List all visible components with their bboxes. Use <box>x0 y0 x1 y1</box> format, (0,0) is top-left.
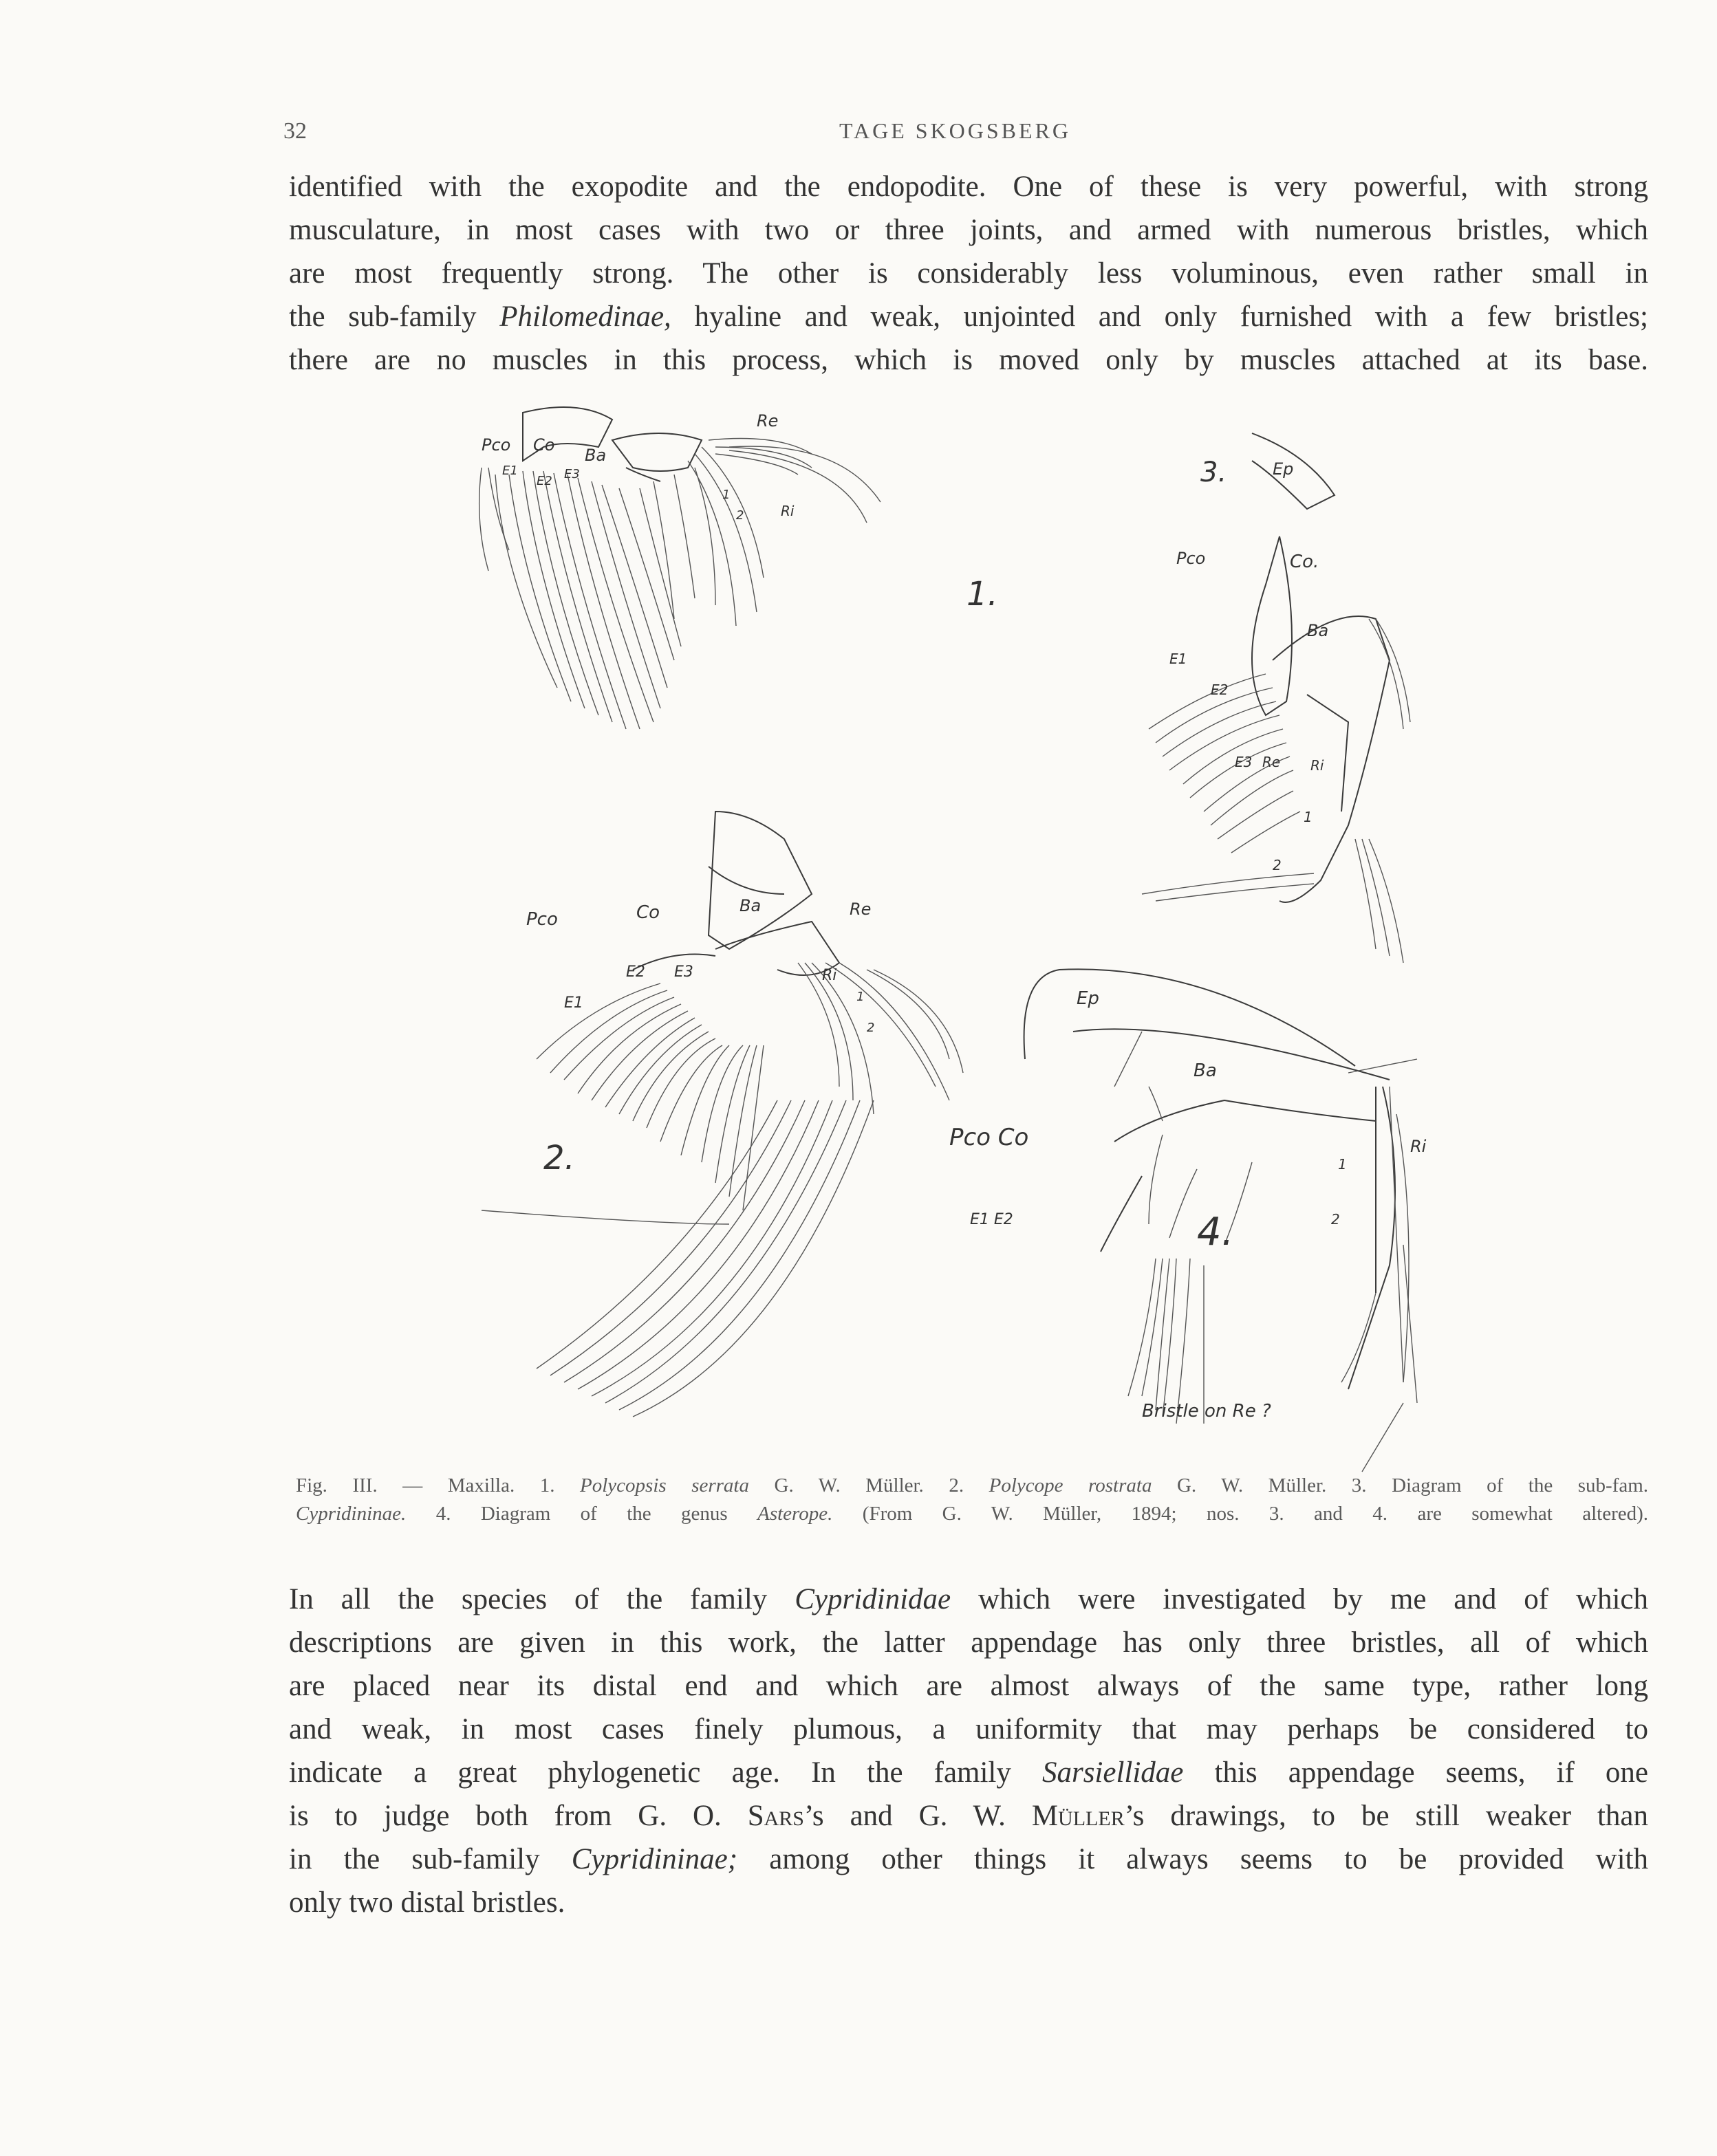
figure-1-label: E2 <box>537 474 552 488</box>
text-line: there are no muscles in this process, which is moved only by muscles attached at its base. <box>289 344 1648 376</box>
figure-3-label: Ep <box>1273 459 1294 479</box>
figure-4-label: Ep <box>1077 988 1099 1009</box>
paragraph-2 <box>289 1578 1648 1924</box>
figure-2-label: 2 <box>867 1021 875 1035</box>
figure-2-label: Ba <box>739 896 762 915</box>
page-number: 32 <box>283 118 307 144</box>
text-line: are most frequently strong. The other is considerably less voluminous, even rather small in <box>289 257 1648 290</box>
figure-caption <box>296 1472 1648 1528</box>
text-span: which were investigated by me and of which <box>951 1583 1648 1615</box>
figure-4-label: 1 <box>1338 1156 1347 1173</box>
text-span: is to judge both from G. O. <box>289 1800 748 1832</box>
text-line: musculature, in most cases with two or three joints, and armed with numerous bristles, which <box>289 214 1648 246</box>
figure-2-number: 2. <box>543 1139 575 1177</box>
figure-3-label: Re <box>1262 754 1281 770</box>
taxon-name: Asterope. <box>757 1503 833 1525</box>
text-span: this appendage seems, if one <box>1183 1756 1649 1789</box>
text-line <box>289 295 1648 338</box>
figure-2-label: E2 <box>626 963 645 981</box>
figure-3-label: Co. <box>1290 552 1319 572</box>
figure-4-drawing <box>949 969 1427 1472</box>
caption-line <box>296 1500 1648 1528</box>
taxon-name: Polycope rostrata <box>989 1474 1152 1496</box>
text-span: among other things it always seems to be provided with <box>737 1843 1648 1875</box>
text-span: in the sub-family <box>289 1843 572 1875</box>
text-span: indicate a great phylogenetic age. In the family <box>289 1756 1042 1789</box>
figure-3-label: Pco <box>1176 549 1206 568</box>
figure-2-label: Pco <box>526 909 558 930</box>
text-line <box>289 1751 1648 1794</box>
text-span: ’s and G. W. <box>803 1800 1032 1832</box>
figure-4-number: 4. <box>1197 1210 1234 1254</box>
figure-4-label: Ri <box>1410 1137 1427 1156</box>
figure-1-label: Re <box>757 411 779 431</box>
figure-3-label: 2 <box>1273 857 1282 873</box>
figure-3-drawing <box>1142 433 1410 963</box>
text-span: In all the species of the family <box>289 1583 795 1615</box>
caption-text: G. W. Müller. 2. <box>749 1474 989 1496</box>
caption-text: (From G. W. Müller, 1894; nos. 3. and 4. are somewhat altered). <box>832 1503 1649 1525</box>
figure-4-label: 2 <box>1331 1211 1340 1228</box>
figure-2-label: E3 <box>674 963 693 981</box>
running-head: TAGE SKOGSBERG <box>839 118 1072 143</box>
text-line: are placed near its distal end and which are almost always of the same type, rather long <box>289 1670 1648 1702</box>
taxon-name: Cypridininae; <box>571 1843 738 1875</box>
caption-line <box>296 1472 1648 1500</box>
text-line <box>289 1838 1648 1881</box>
figure-2-label: Ri <box>822 967 837 984</box>
text-line: identified with the exopodite and the endopodite. One of these is very powerful, with strong <box>289 171 1648 203</box>
figure-3-label: 1 <box>1304 809 1313 825</box>
figure-1-number: 1. <box>967 575 998 613</box>
figure-2-label: E1 <box>564 994 583 1012</box>
figure-2-label: 1 <box>856 990 865 1004</box>
figure-4-note: Bristle on Re ? <box>1142 1401 1271 1422</box>
figure-3-label: Ri <box>1310 757 1324 774</box>
figure-3-label: Ba <box>1307 621 1329 640</box>
figure-4-label: E1 E2 <box>970 1211 1013 1228</box>
author-name: Müller <box>1031 1800 1125 1832</box>
figure-3-label: E2 <box>1211 682 1229 698</box>
figure-1-label: E3 <box>564 467 580 481</box>
text-line: and weak, in most cases finely plumous, a uniformity that may perhaps be considered to <box>289 1713 1648 1745</box>
caption-text: Fig. III. — Maxilla. 1. <box>296 1474 581 1496</box>
text-line: descriptions are given in this work, the latter appendage has only three bristles, all of which <box>289 1626 1648 1659</box>
text-span: ’s drawings, to be still weaker than <box>1124 1800 1648 1832</box>
figure-4-label: Pco Co <box>949 1124 1029 1151</box>
figure-2-label: Co <box>636 902 660 923</box>
taxon-name: Polycopsis serrata <box>580 1474 749 1496</box>
text-line <box>289 1578 1648 1621</box>
figure-1-label: E1 <box>502 464 518 478</box>
figure-3-label: E1 <box>1169 651 1187 667</box>
caption-text: G. W. Müller. 3. Diagram of the sub-fam. <box>1152 1474 1649 1496</box>
figure-3-label: E3 <box>1235 754 1253 770</box>
paragraph-1 <box>289 165 1648 382</box>
figure-1-drawing <box>479 407 998 729</box>
text-line <box>289 1794 1648 1838</box>
caption-text: 4. Diagram of the genus <box>406 1503 758 1525</box>
text-line: only two distal bristles. <box>289 1886 565 1919</box>
figure-2-label: Re <box>850 900 872 919</box>
taxon-name: Cypridininae. <box>296 1503 407 1525</box>
figure-3-number: 3. <box>1200 457 1227 488</box>
figure-4-label: Ba <box>1194 1060 1217 1081</box>
figure-1-label: Pco <box>482 435 511 455</box>
figure-1-label: Ba <box>585 446 607 465</box>
taxon-name: Cypridinidae <box>795 1583 951 1615</box>
taxon-name: Philomedinae, <box>499 301 671 333</box>
figure-1-label: Co <box>533 435 555 455</box>
figure-1-label: 2 <box>736 508 744 523</box>
taxon-name: Sarsiellidae <box>1041 1756 1184 1789</box>
figure-1-label: Ri <box>781 503 795 519</box>
figure-2-drawing <box>482 812 963 1417</box>
text-span: the sub-family <box>289 301 500 333</box>
maxilla-figure <box>454 399 1500 1479</box>
author-name: Sars <box>747 1800 804 1832</box>
figure-1-label: 1 <box>722 488 731 502</box>
text-span: hyaline and weak, unjointed and only furnished with a few bristles; <box>671 301 1648 333</box>
